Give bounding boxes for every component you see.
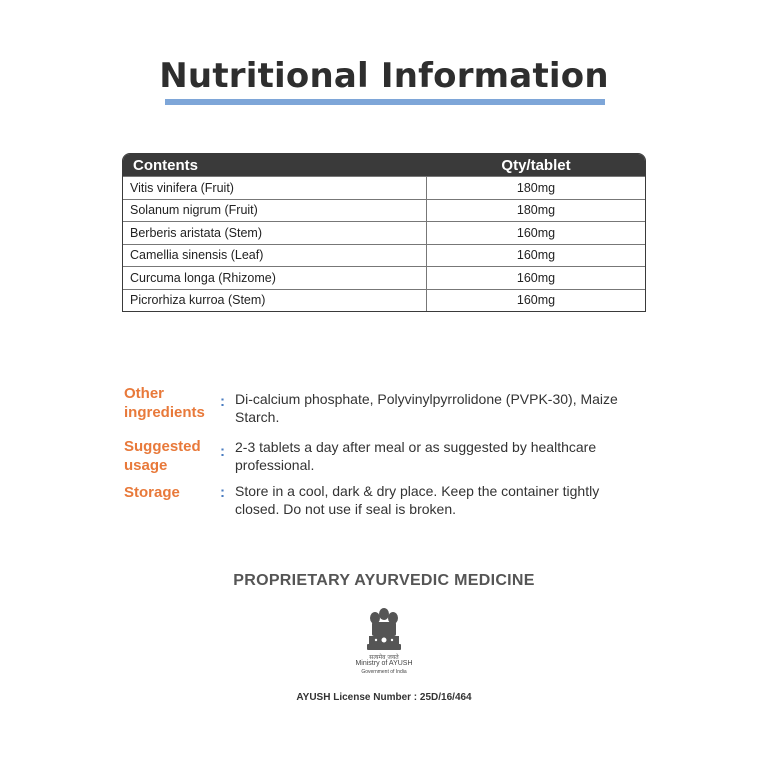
info-value: Store in a cool, dark & dry place. Keep the container tightly closed. Do not use if seal is broken. bbox=[235, 483, 600, 517]
page-title: Nutritional Information bbox=[159, 56, 609, 96]
colon: : bbox=[220, 484, 225, 501]
header-contents: Contents bbox=[133, 156, 198, 174]
info-label: Storage bbox=[124, 484, 180, 501]
ingredient-qty: 160mg bbox=[516, 225, 556, 240]
header-qty: Qty/tablet bbox=[501, 156, 571, 174]
ingredient-name: Solanum nigrum (Fruit) bbox=[123, 200, 427, 222]
title-underline bbox=[165, 99, 605, 105]
ingredient-name: Curcuma longa (Rhizome) bbox=[123, 267, 427, 289]
nutrition-table bbox=[122, 153, 646, 312]
license-number: AYUSH License Number : 25D/16/464 bbox=[296, 692, 472, 703]
emblem-motto: सत्यमेव जयते bbox=[369, 654, 399, 661]
ministry-name: Ministry of AYUSH bbox=[355, 660, 413, 667]
ingredient-name: Picrorhiza kurroa (Stem) bbox=[123, 290, 427, 312]
table-row bbox=[123, 176, 645, 199]
medicine-type-title: PROPRIETARY AYURVEDIC MEDICINE bbox=[233, 572, 535, 589]
table-row bbox=[123, 266, 645, 289]
ingredient-qty: 160mg bbox=[516, 270, 556, 285]
info-label: Suggested usage bbox=[124, 438, 201, 474]
government-name: Government of India bbox=[361, 669, 407, 675]
ingredient-name: Vitis vinifera (Fruit) bbox=[123, 177, 427, 199]
ingredient-qty: 180mg bbox=[516, 203, 556, 218]
table-row bbox=[123, 221, 645, 244]
ingredient-qty: 160mg bbox=[516, 248, 556, 263]
info-value: Di-calcium phosphate, Polyvinylpyrrolidone (PVPK-30), Maize Starch. bbox=[235, 391, 618, 425]
colon: : bbox=[220, 393, 225, 410]
table-row bbox=[123, 289, 645, 312]
info-label: Other ingredients bbox=[124, 385, 205, 421]
national-emblem-icon bbox=[363, 606, 405, 662]
ingredient-name: Berberis aristata (Stem) bbox=[123, 222, 427, 244]
ingredient-qty: 160mg bbox=[516, 293, 556, 308]
table-header bbox=[123, 154, 645, 176]
ministry-block bbox=[0, 660, 768, 676]
colon: : bbox=[220, 443, 225, 460]
ingredient-name: Camellia sinensis (Leaf) bbox=[123, 245, 427, 267]
table-row bbox=[123, 244, 645, 267]
info-value: 2-3 tablets a day after meal or as suggested by healthcare professional. bbox=[235, 439, 597, 473]
table-row bbox=[123, 199, 645, 222]
ingredient-qty: 180mg bbox=[516, 180, 556, 195]
